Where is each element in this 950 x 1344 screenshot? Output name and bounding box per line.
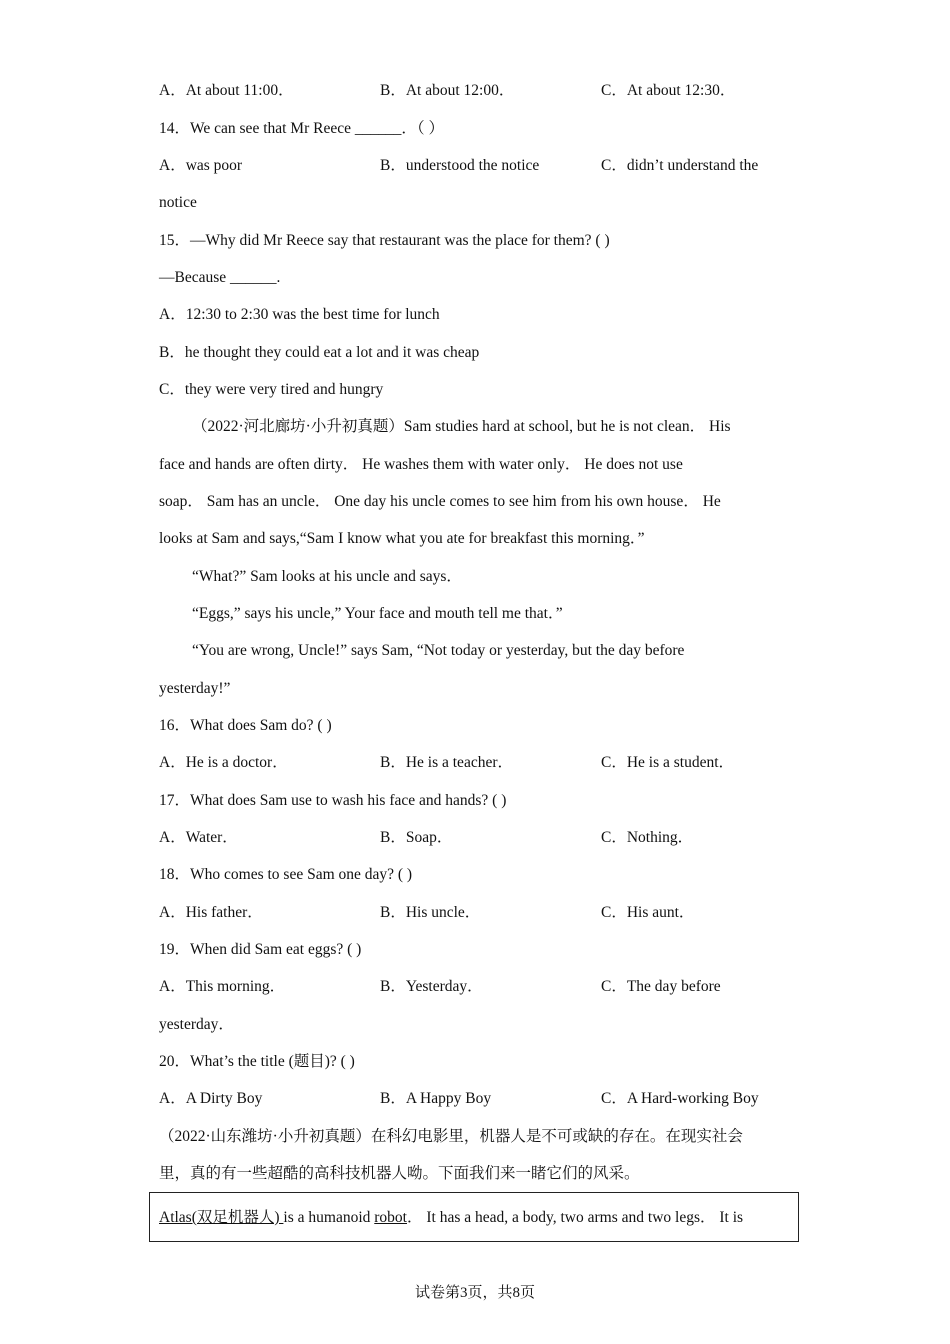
box-text-mid: is a humanoid xyxy=(283,1209,375,1226)
q16-option-b: B．He is a teacher． xyxy=(380,754,513,771)
q13-option-a: A．At about 11:00． xyxy=(159,82,294,99)
atlas-term: Atlas(双足机器人) xyxy=(159,1209,284,1226)
q19-option-a: A．This morning． xyxy=(159,978,286,995)
q20-option-a: A．A Dirty Boy xyxy=(159,1090,263,1107)
q16-option-c: C．He is a student． xyxy=(601,754,735,771)
q19-option-b: B．Yesterday． xyxy=(380,978,483,995)
passage-line: looks at Sam and says,“Sam I know what you ate for breakfast this morning．” xyxy=(159,530,645,547)
q18-option-b: B．His uncle． xyxy=(380,904,481,921)
q19-option-c: C．The day before xyxy=(601,978,721,995)
q15-option-a: A．12:30 to 2:30 was the best time for lunch xyxy=(159,306,440,323)
box-text-rest: ． It has a head, a body, two arms and two legs． It is xyxy=(406,1209,744,1226)
intro-line: （2022·山东潍坊·小升初真题）在科幻电影里，机器人是不可或缺的存在。在现实社会 xyxy=(159,1128,743,1145)
q19-option-c-continued: yesterday． xyxy=(159,1016,234,1033)
reading-box-line xyxy=(159,1208,743,1228)
q17-stem: 17．What does Sam use to wash his face and hands? ( ) xyxy=(159,792,507,809)
q15-sub: —Because ______. xyxy=(159,269,281,286)
q13-option-c: C．At about 12:30． xyxy=(601,82,736,99)
intro-line: 里，真的有一些超酷的高科技机器人呦。下面我们来一睹它们的风采。 xyxy=(159,1165,640,1182)
q18-option-a: A．His father． xyxy=(159,904,263,921)
passage-line: “Eggs,” says his uncle,” Your face and mouth tell me that．” xyxy=(192,605,563,622)
q19-stem: 19．When did Sam eat eggs? ( ) xyxy=(159,941,362,958)
passage-line: “What?” Sam looks at his uncle and says． xyxy=(192,568,462,585)
q13-option-b: B．At about 12:00． xyxy=(380,82,515,99)
robot-term: robot xyxy=(374,1209,407,1226)
q14-option-b: B．understood the notice xyxy=(380,157,540,174)
q15-stem: 15．—Why did Mr Reece say that restaurant was the place for them? ( ) xyxy=(159,232,610,249)
q14-option-a: A．was poor xyxy=(159,157,243,174)
q18-option-c: C．His aunt． xyxy=(601,904,695,921)
q14-option-c-continued: notice xyxy=(159,194,197,211)
q16-stem: 16．What does Sam do? ( ) xyxy=(159,717,332,734)
q17-option-a: A．Water． xyxy=(159,829,238,846)
q17-option-c: C．Nothing． xyxy=(601,829,694,846)
passage-line: “You are wrong, Uncle!” says Sam, “Not today or yesterday, but the day before xyxy=(192,642,685,659)
page-footer: 试卷第3页，共8页 xyxy=(414,1285,535,1301)
q20-option-b: B．A Happy Boy xyxy=(380,1090,492,1107)
passage-line: soap． Sam has an uncle． One day his uncle comes to see him from his own house． He xyxy=(159,493,721,510)
q17-option-b: B．Soap． xyxy=(380,829,453,846)
q15-option-b: B．he thought they could eat a lot and it was cheap xyxy=(159,344,480,361)
q20-option-c: C．A Hard-working Boy xyxy=(601,1090,759,1107)
q14-stem: 14．We can see that Mr Reece ______．（ ） xyxy=(159,120,444,137)
passage-line: face and hands are often dirty． He washes them with water only． He does not use xyxy=(159,456,683,473)
q18-stem: 18．Who comes to see Sam one day? ( ) xyxy=(159,866,413,883)
passage-line: yesterday!” xyxy=(159,680,231,697)
passage-line: （2022·河北廊坊·小升初真题）Sam studies hard at school, but he is not clean． His xyxy=(192,418,731,435)
q16-option-a: A．He is a doctor． xyxy=(159,754,288,771)
reading-box xyxy=(149,1192,799,1242)
q14-option-c: C．didn’t understand the xyxy=(601,157,759,174)
q15-option-c: C．they were very tired and hungry xyxy=(159,381,384,398)
q20-stem: 20．What’s the title (题目)? ( ) xyxy=(159,1053,355,1070)
